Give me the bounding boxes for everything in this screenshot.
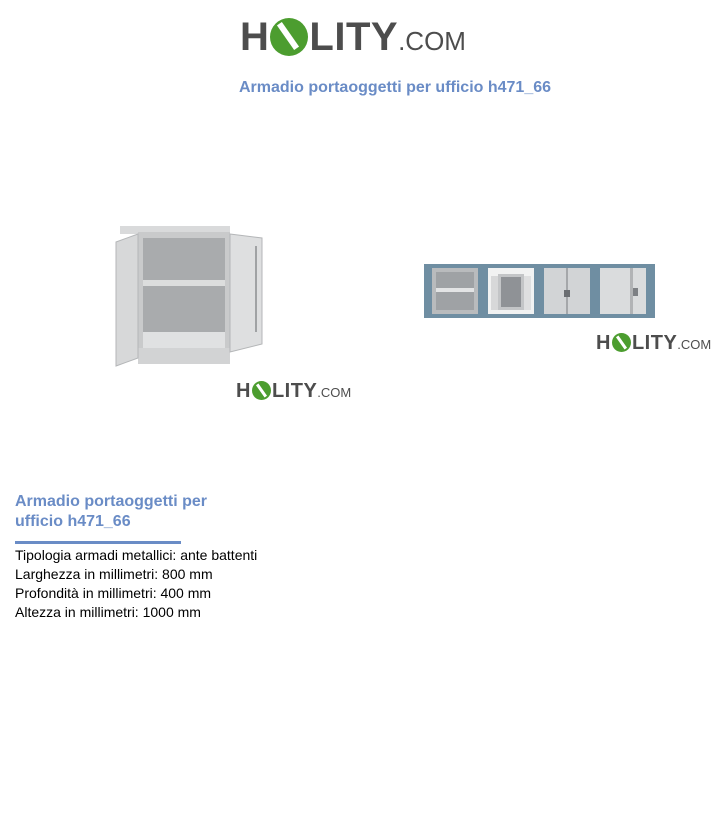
thumbnail-strip — [424, 264, 655, 318]
spec-row: Tipologia armadi metallici: ante battenti — [15, 547, 258, 563]
cabinet-shelf — [143, 280, 225, 286]
logo-suffix: LITY — [631, 332, 678, 354]
logo-domain: .COM — [398, 26, 466, 56]
thumbnail-4[interactable] — [600, 268, 646, 314]
watermark-logo — [596, 330, 711, 355]
cabinet-base — [138, 348, 230, 364]
cabinet-right-door — [230, 234, 262, 352]
logo-prefix: H — [236, 380, 251, 402]
cabinet-left-door — [116, 234, 138, 366]
logo-suffix: LITY — [309, 15, 399, 59]
product-image-cabinet[interactable] — [112, 222, 268, 370]
heading-divider — [15, 541, 181, 544]
logo-o-mark-icon — [612, 333, 631, 352]
logo-suffix: LITY — [271, 380, 318, 402]
thumbnail-1[interactable] — [432, 268, 478, 314]
logo-prefix: H — [240, 15, 270, 59]
logo-domain: .COM — [317, 385, 352, 400]
thumbnail-2[interactable] — [488, 268, 534, 314]
product-specs — [15, 546, 257, 622]
cabinet-interior — [143, 238, 225, 348]
spec-row: Profondità in millimetri: 400 mm — [15, 585, 212, 601]
spec-row: Larghezza in millimetri: 800 mm — [15, 566, 213, 582]
watermark-logo — [236, 378, 351, 403]
thumbnail-3[interactable] — [544, 268, 590, 314]
logo-o-mark-icon — [252, 381, 271, 400]
logo-domain: .COM — [677, 337, 712, 352]
logo-o-mark-icon — [270, 18, 308, 56]
spec-row: Altezza in millimetri: 1000 mm — [15, 604, 201, 620]
page-title: Armadio portaoggetti per ufficio h471_66 — [238, 79, 552, 96]
product-heading: Armadio portaoggetti per ufficio h471_66 — [15, 493, 208, 530]
logo-prefix: H — [596, 332, 611, 354]
brand-logo[interactable] — [240, 12, 466, 60]
cabinet-bottom-shelf — [143, 332, 225, 348]
